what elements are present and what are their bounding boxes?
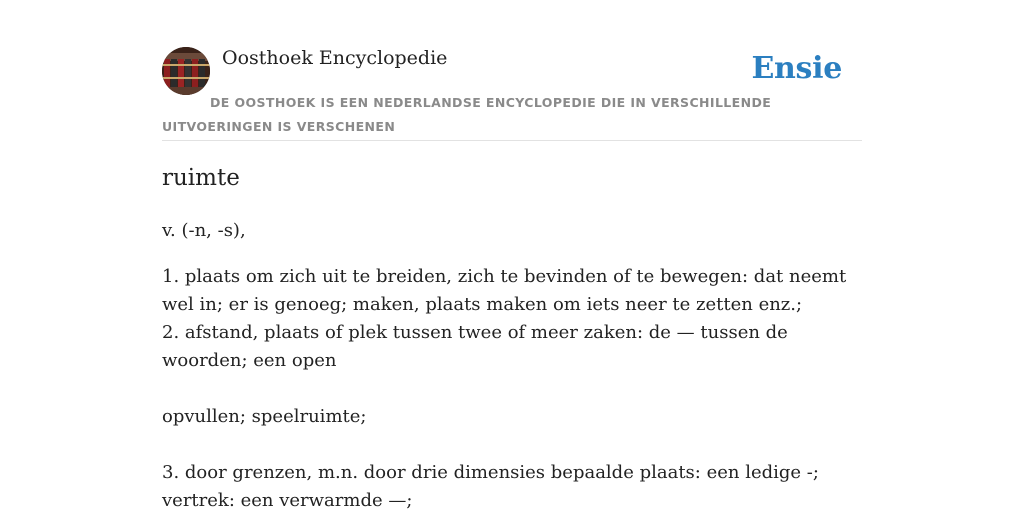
entry-headword: ruimte — [162, 165, 240, 191]
site-tagline: DE OOSTHOEK IS EEN NEDERLANDSE ENCYCLOPEDIE DIE IN VERSCHILLENDE UITVOERINGEN IS VERSCHENEN — [162, 95, 772, 134]
encyclopedia-books-icon[interactable] — [162, 47, 210, 95]
definition-item: opvullen; speelruimte; — [162, 406, 367, 427]
entry-definitions — [162, 263, 862, 512]
ensie-logo-link[interactable]: Ensie — [751, 51, 842, 86]
entry-grammar: v. (-n, -s), — [162, 220, 246, 241]
paragraph-gap — [162, 375, 862, 403]
definition-item: 3. door grenzen, m.n. door drie dimensies bepaalde plaats: een ledige -; vertrek: een verwarmde —; — [162, 462, 819, 511]
definition-item: 2. afstand, plaats of plek tussen twee of meer zaken: de — tussen de woorden; een open — [162, 322, 788, 371]
dictionary-entry — [162, 160, 862, 511]
site-header — [162, 45, 862, 141]
site-title[interactable]: Oosthoek Encyclopedie — [222, 47, 448, 69]
paragraph-gap — [162, 431, 862, 459]
definition-item: 1. plaats om zich uit te breiden, zich te bevinden of te bewegen: dat neemt wel in; er is genoeg; maken, plaats maken om iets neer te zetten enz.; — [162, 266, 847, 315]
